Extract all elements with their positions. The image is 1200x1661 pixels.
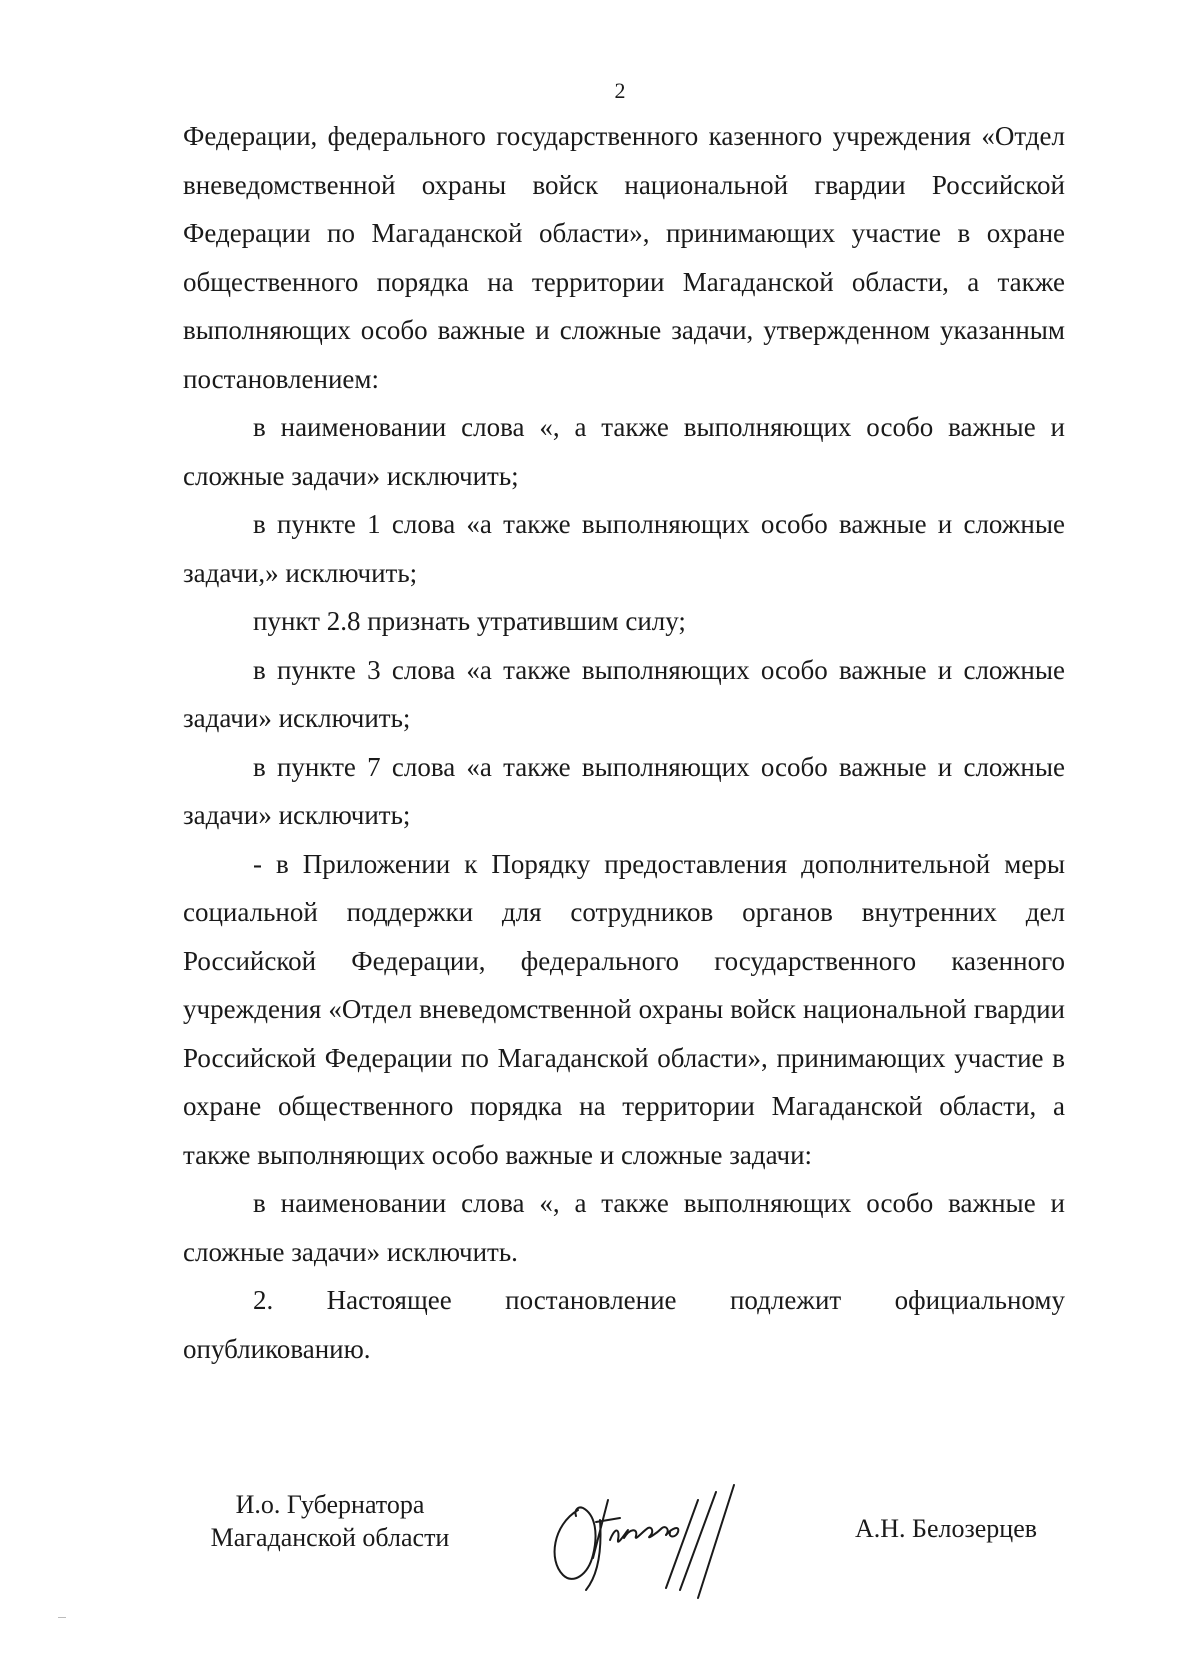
- document-body: [183, 112, 1065, 1373]
- signatory-position-line-1: И.о. Губернатора: [235, 1490, 425, 1519]
- page-number: 2: [614, 78, 626, 103]
- paragraph-8: в наименовании слова «, а также выполняющих особо важные и сложные задачи» исключить.: [183, 1188, 1065, 1267]
- signatory-position-line-2: Магаданской области: [210, 1523, 450, 1552]
- paragraph-2: в наименовании слова «, а также выполняющих особо важные и сложные задачи» исключить;: [183, 412, 1065, 491]
- signature-block: [0, 1480, 1200, 1620]
- paragraph-1: Федерации, федерального государственного казенного учреждения «Отдел вневедомственной охраны войск национальной гвардии Российской Федерации по Магаданской области», принимающих участие в охране общественного порядка на территории Магаданской области, а также выполняющих особо важные и сложные задачи, утвержденном указанным постановлением:: [183, 121, 1065, 394]
- handwritten-signature: [538, 1480, 788, 1610]
- signatory-name: А.Н. Белозерцев: [855, 1514, 1038, 1543]
- paragraph-3: в пункте 1 слова «а также выполняющих особо важные и сложные задачи,» исключить;: [183, 509, 1065, 588]
- paragraph-7: - в Приложении к Порядку предоставления дополнительной меры социальной поддержки для сотрудников органов внутренних дел Российской Федерации, федерального государственного казенного учреждения «Отдел вневедомственной охраны войск национальной гвардии Российской Федерации по Магаданской области», принимающих участие в охране общественного порядка на территории Магаданской области, а также выполняющих особо важные и сложные задачи:: [183, 848, 1065, 1170]
- paragraph-5: в пункте 3 слова «а также выполняющих особо важные и сложные задачи» исключить;: [183, 654, 1065, 733]
- paragraph-9: 2. Настоящее постановление подлежит официальному опубликованию.: [183, 1285, 1065, 1364]
- paragraph-6: в пункте 7 слова «а также выполняющих особо важные и сложные задачи» исключить;: [183, 751, 1065, 830]
- paragraph-4: пункт 2.8 признать утратившим силу;: [253, 606, 686, 636]
- scan-artifact: [58, 1617, 66, 1618]
- signatory-position: [190, 1488, 470, 1554]
